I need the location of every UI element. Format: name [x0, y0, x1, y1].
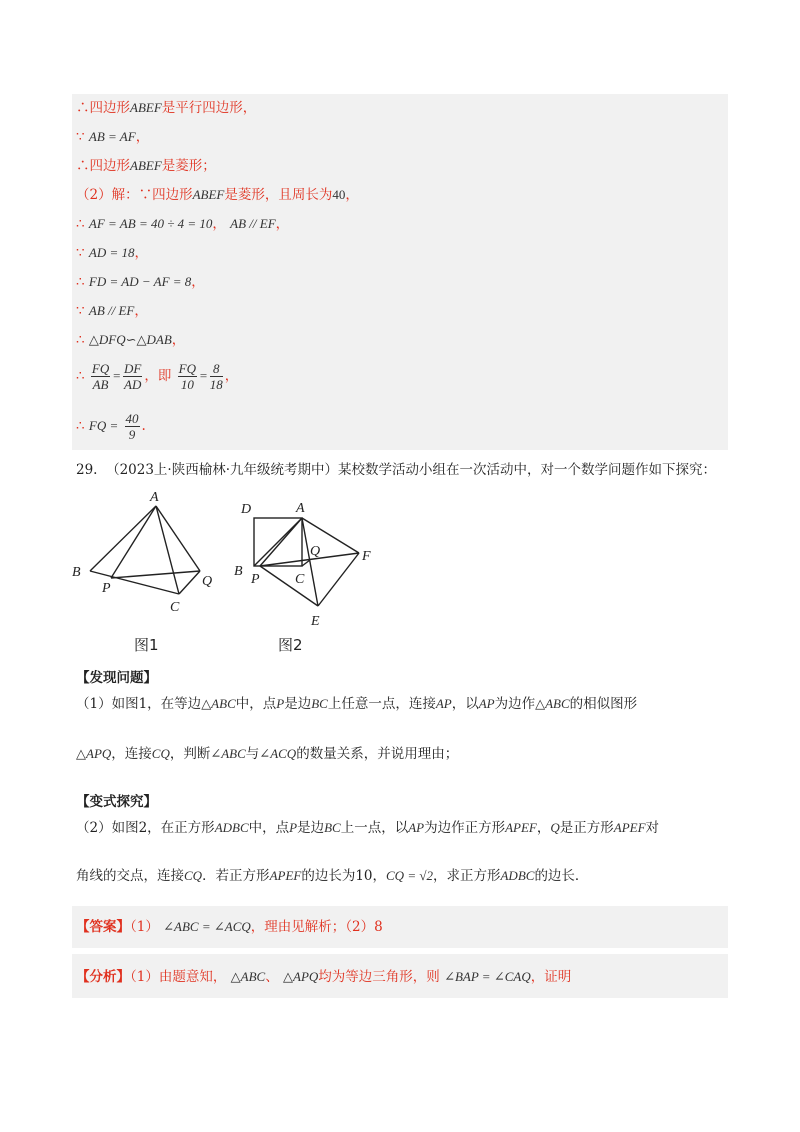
- fig2-point-e: E: [311, 614, 320, 629]
- part2-line-1: （2）如图2，在正方形ADBC中，点P是边BC上一点，以AP为边作正方形APEF，Q是正方形APEF对: [76, 820, 660, 836]
- solution-line-7: ∴ FD = AD − AF = 8，: [76, 274, 205, 290]
- fig1-point-q: Q: [202, 574, 213, 589]
- solution-line-9: ∴ △DFQ∽△DAB，: [76, 332, 186, 348]
- fraction-fq-ab: $\frac{FQ}{AB}$: [91, 361, 110, 392]
- solution-line-5: ∴ AF = AB = 40 ÷ 4 = 10， AB // EF，: [76, 216, 290, 232]
- fraction-fq-10: $\frac{FQ}{10}$: [178, 361, 196, 392]
- part2-line-2: 角线的交点，连接CQ．若正方形APEF的边长为10，CQ = √2，求正方形ADBC的边长．: [76, 868, 589, 884]
- fig1-point-a: A: [150, 490, 159, 505]
- solution-line-10: ∴ $\frac{FQ}{AB}$ = $\frac{DF}{AD}$ ，即 $\frac{FQ}{10}$ = $\frac{8}{18}$ ，: [76, 361, 239, 392]
- figure-2: [232, 496, 382, 632]
- part1-line-1: （1）如图1，在等边△ABC中，点P是边BC上任意一点，连接AP，以AP为边作△ABC的相似图形: [76, 696, 638, 712]
- fig2-point-b: B: [234, 564, 243, 579]
- fig1-point-p: P: [102, 581, 111, 596]
- figure-1: [66, 488, 226, 628]
- fig2-point-c: C: [295, 572, 305, 587]
- fig2-point-a: A: [296, 501, 305, 516]
- fraction-8-18: $\frac{8}{18}$: [209, 361, 223, 392]
- solution-line-1: ∴四边形ABEF是平行四边形，: [76, 100, 257, 116]
- fig2-point-d: D: [241, 502, 252, 517]
- fig1-point-b: B: [72, 565, 81, 580]
- fraction-40-9: $\frac{40}{9}$: [125, 411, 139, 442]
- figure-2-label: 图2: [278, 636, 303, 654]
- fig1-point-c: C: [170, 600, 180, 615]
- solution-line-11: ∴ FQ = $\frac{40}{9}$ .: [76, 411, 146, 442]
- section-variant: 【变式探究】: [76, 794, 157, 810]
- fig2-point-q: Q: [310, 544, 321, 559]
- solution-line-3: ∴四边形ABEF是菱形；: [76, 158, 216, 174]
- fig2-point-p: P: [251, 572, 260, 587]
- fig2-point-f: F: [362, 549, 371, 564]
- solution-box: [72, 94, 728, 450]
- answer-line: 【答案】（1） ∠ABC = ∠ACQ，理由见解析；（2）8: [76, 919, 383, 935]
- section-discover: 【发现问题】: [76, 670, 157, 686]
- figure-1-label: 图1: [134, 636, 159, 654]
- solution-line-2: ∵ AB = AF，: [76, 129, 150, 145]
- part1-line-2: △APQ，连接CQ，判断∠ABC与∠ACQ的数量关系，并说用理由；: [76, 746, 459, 762]
- fraction-df-ad: $\frac{DF}{AD}$: [124, 361, 142, 392]
- solution-line-4: （2）解：∵四边形ABEF是菱形，且周长为40，: [76, 187, 359, 203]
- question-header: 29. （2023上·陕西榆林·九年级统考期中）某校数学活动小组在一次活动中，对一个数学问题作如下探究：: [76, 462, 717, 478]
- solution-line-8: ∵ AB // EF，: [76, 303, 148, 319]
- analysis-line: 【分析】（1）由题意知， △ABC、 △APQ均为等边三角形，则 ∠BAP = ∠CAQ，证明: [76, 969, 572, 985]
- solution-line-6: ∵ AD = 18，: [76, 245, 148, 261]
